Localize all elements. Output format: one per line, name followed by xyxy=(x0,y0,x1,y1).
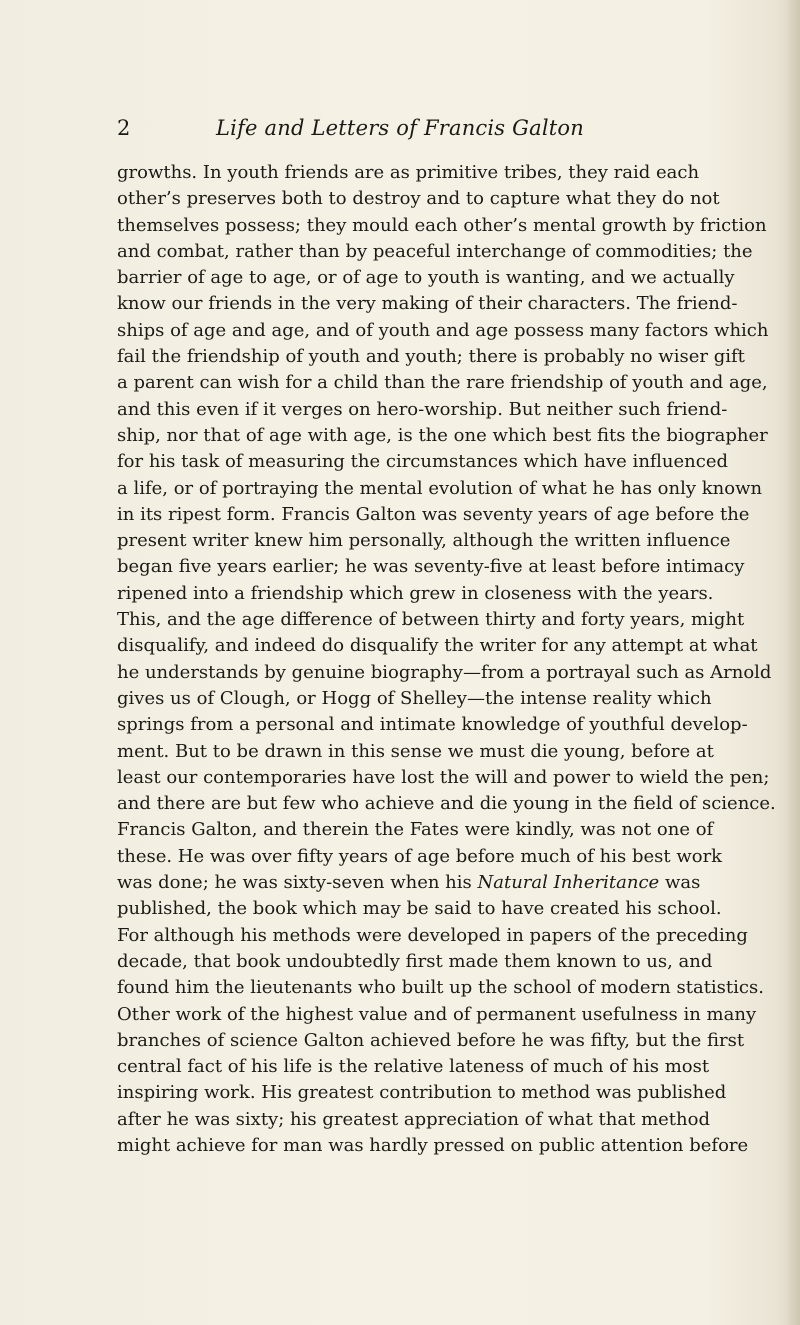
text-line: these. He was over fifty years of age before much of his best work xyxy=(117,845,723,867)
text-line: and combat, rather than by peaceful interchange of commodities; the xyxy=(117,240,753,262)
text-line: a parent can wish for a child than the rare friendship of youth and age, xyxy=(117,372,768,394)
text-line: after he was sixty; his greatest appreciation of what that method xyxy=(117,1108,710,1130)
text-segment: was xyxy=(659,872,701,894)
text-line: This, and the age difference of between thirty and forty years, might xyxy=(117,609,745,631)
text-line: and there are but few who achieve and die young in the field of science. xyxy=(117,793,776,815)
text-line: springs from a personal and intimate knowledge of youthful develop- xyxy=(117,714,748,736)
text-line: in its ripest form. Francis Galton was seventy years of age before the xyxy=(117,503,750,525)
page-edge-shadow xyxy=(786,0,800,1325)
text-line: present writer knew him personally, although the written influence xyxy=(117,530,731,552)
text-line: disqualify, and indeed do disqualify the writer for any attempt at what xyxy=(117,635,758,657)
text-line: Other work of the highest value and of permanent usefulness in many xyxy=(117,1003,757,1025)
text-line: published, the book which may be said to have created his school. xyxy=(117,898,722,920)
text-line: began five years earlier; he was seventy-five at least before intimacy xyxy=(117,556,745,578)
text-line: central fact of his life is the relative lateness of much of his most xyxy=(117,1056,710,1078)
text-line: For although his methods were developed in papers of the preceding xyxy=(117,924,748,946)
page-number: 2 xyxy=(117,116,131,140)
text-line: gives us of Clough, or Hogg of Shelley—the intense reality which xyxy=(117,687,712,709)
running-head xyxy=(117,113,683,143)
text-line: for his task of measuring the circumstances which have influenced xyxy=(117,451,729,473)
text-line: least our contemporaries have lost the will and power to wield the pen; xyxy=(117,766,770,788)
text-line: and this even if it verges on hero-worship. But neither such friend- xyxy=(117,398,728,420)
text-line: other’s preserves both to destroy and to capture what they do not xyxy=(117,188,720,210)
text-line: he understands by genuine biography—from a portrayal such as Arnold xyxy=(117,661,772,683)
text-line: barrier of age to age, or of age to youth is wanting, and we actually xyxy=(117,267,735,289)
body-text xyxy=(117,160,776,1159)
text-segment: was done; he was sixty-seven when his xyxy=(117,872,478,894)
text-line: ships of age and age, and of youth and age possess many factors which xyxy=(117,319,769,341)
running-title: Life and Letters of Francis Galton xyxy=(216,116,584,140)
text-line: decade, that book undoubtedly first made them known to us, and xyxy=(117,950,713,972)
text-line: fail the friendship of youth and youth; there is probably no wiser gift xyxy=(117,346,745,368)
text-line: growths. In youth friends are as primitive tribes, they raid each xyxy=(117,162,700,183)
text-line: Francis Galton, and therein the Fates were kindly, was not one of xyxy=(117,819,714,841)
text-line: themselves possess; they mould each other’s mental growth by friction xyxy=(117,214,767,236)
text-line: ship, nor that of age with age, is the one which best fits the biographer xyxy=(117,424,768,446)
text-line: ripened into a friendship which grew in closeness with the years. xyxy=(117,582,714,604)
text-line: ment. But to be drawn in this sense we must die young, before at xyxy=(117,740,714,762)
text-line: branches of science Galton achieved before he was fifty, but the first xyxy=(117,1029,745,1051)
text-line: might achieve for man was hardly pressed on public attention before xyxy=(117,1134,749,1156)
text-line: inspiring work. His greatest contribution to method was published xyxy=(117,1082,727,1104)
text-line-with-title xyxy=(117,870,701,896)
text-line: know our friends in the very making of their characters. The friend- xyxy=(117,293,738,315)
text-line: found him the lieutenants who built up the school of modern statistics. xyxy=(117,977,764,999)
book-title-natural-inheritance: Natural Inheritance xyxy=(477,872,660,894)
text-line: a life, or of portraying the mental evolution of what he has only known xyxy=(117,477,763,499)
